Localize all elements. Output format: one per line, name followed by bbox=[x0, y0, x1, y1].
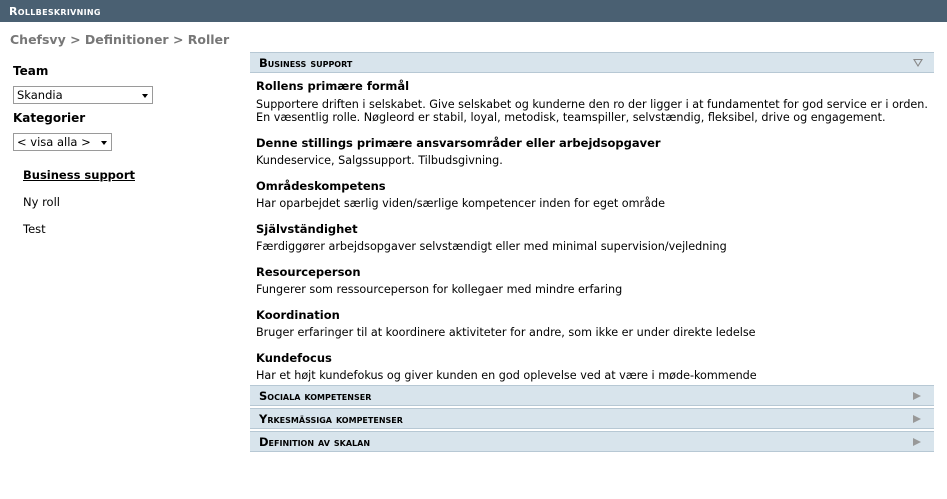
section-title: Yrkesmässiga kompetenser bbox=[259, 412, 403, 426]
section-header-sociala-kompetenser[interactable] bbox=[250, 385, 934, 406]
role-link-test[interactable]: Test bbox=[23, 222, 46, 236]
block-title: Områdeskompetens bbox=[256, 179, 386, 193]
block-text: Fungerer som ressourceperson for kollegaer med mindre erfaring bbox=[256, 283, 623, 296]
team-select[interactable] bbox=[13, 86, 153, 104]
role-link-business-support[interactable]: Business support bbox=[23, 168, 135, 182]
block-title: Denne stillings primære ansvarsområder eller arbejdsopgaver bbox=[256, 136, 661, 150]
expand-icon[interactable] bbox=[913, 415, 921, 423]
category-select-value: < visa alla > bbox=[17, 135, 91, 149]
block-text: Har et højt kundefokus og giver kunden en god oplevelse ved at være i møde-kommende bbox=[256, 369, 757, 382]
section-title: Definition av skalan bbox=[259, 435, 371, 449]
section-header-business-support[interactable] bbox=[250, 52, 934, 73]
block-title: Självständighet bbox=[256, 222, 358, 236]
expand-icon[interactable] bbox=[913, 438, 921, 446]
main-panel bbox=[250, 52, 934, 452]
section-header-yrkesmassiga-kompetenser[interactable] bbox=[250, 408, 934, 429]
block-title: Kundefocus bbox=[256, 351, 332, 365]
category-select[interactable] bbox=[13, 133, 112, 151]
team-label: Team bbox=[13, 64, 49, 78]
category-label: Kategorier bbox=[13, 111, 86, 125]
block-text: Kundeservice, Salgssupport. Tilbudsgivning. bbox=[256, 154, 503, 167]
breadcrumb bbox=[10, 32, 229, 47]
chevron-down-icon bbox=[101, 141, 107, 145]
sidebar bbox=[13, 62, 238, 243]
role-link-ny-roll[interactable]: Ny roll bbox=[23, 195, 60, 209]
page-title: Rollbeskrivning bbox=[9, 5, 101, 18]
section-content bbox=[250, 73, 934, 385]
section-title: Business support bbox=[259, 56, 353, 70]
section-header-definition-av-skalan[interactable] bbox=[250, 431, 934, 452]
block-text: Har oparbejdet særlig viden/særlige kompetencer inden for eget område bbox=[256, 197, 665, 210]
expand-icon[interactable] bbox=[913, 392, 921, 400]
breadcrumb-text: Chefsvy > Definitioner > Roller bbox=[10, 32, 230, 47]
collapse-icon[interactable] bbox=[913, 59, 923, 67]
page-header bbox=[0, 0, 947, 22]
section-title: Sociala kompetenser bbox=[259, 389, 372, 403]
chevron-down-icon bbox=[142, 94, 148, 98]
block-text: Bruger erfaringer til at koordinere aktiviteter for andre, som ikke er under direkte ledelse bbox=[256, 326, 756, 339]
block-title: Rollens primære formål bbox=[256, 79, 410, 93]
team-select-value: Skandia bbox=[17, 88, 63, 102]
block-title: Resourceperson bbox=[256, 265, 361, 279]
block-text: Færdiggører arbejdsopgaver selvstændigt eller med minimal supervision/vejledning bbox=[256, 240, 727, 253]
block-title: Koordination bbox=[256, 308, 340, 322]
block-text: Supportere driften i selskabet. Give selskabet og kunderne den ro der ligger i at fundamentet for god service er i orden. En væsentlig rolle. Nøgleord er stabil, loyal, metodisk, teamspiller, selvstændig, fleksibel, drive og engagement. bbox=[256, 98, 928, 124]
